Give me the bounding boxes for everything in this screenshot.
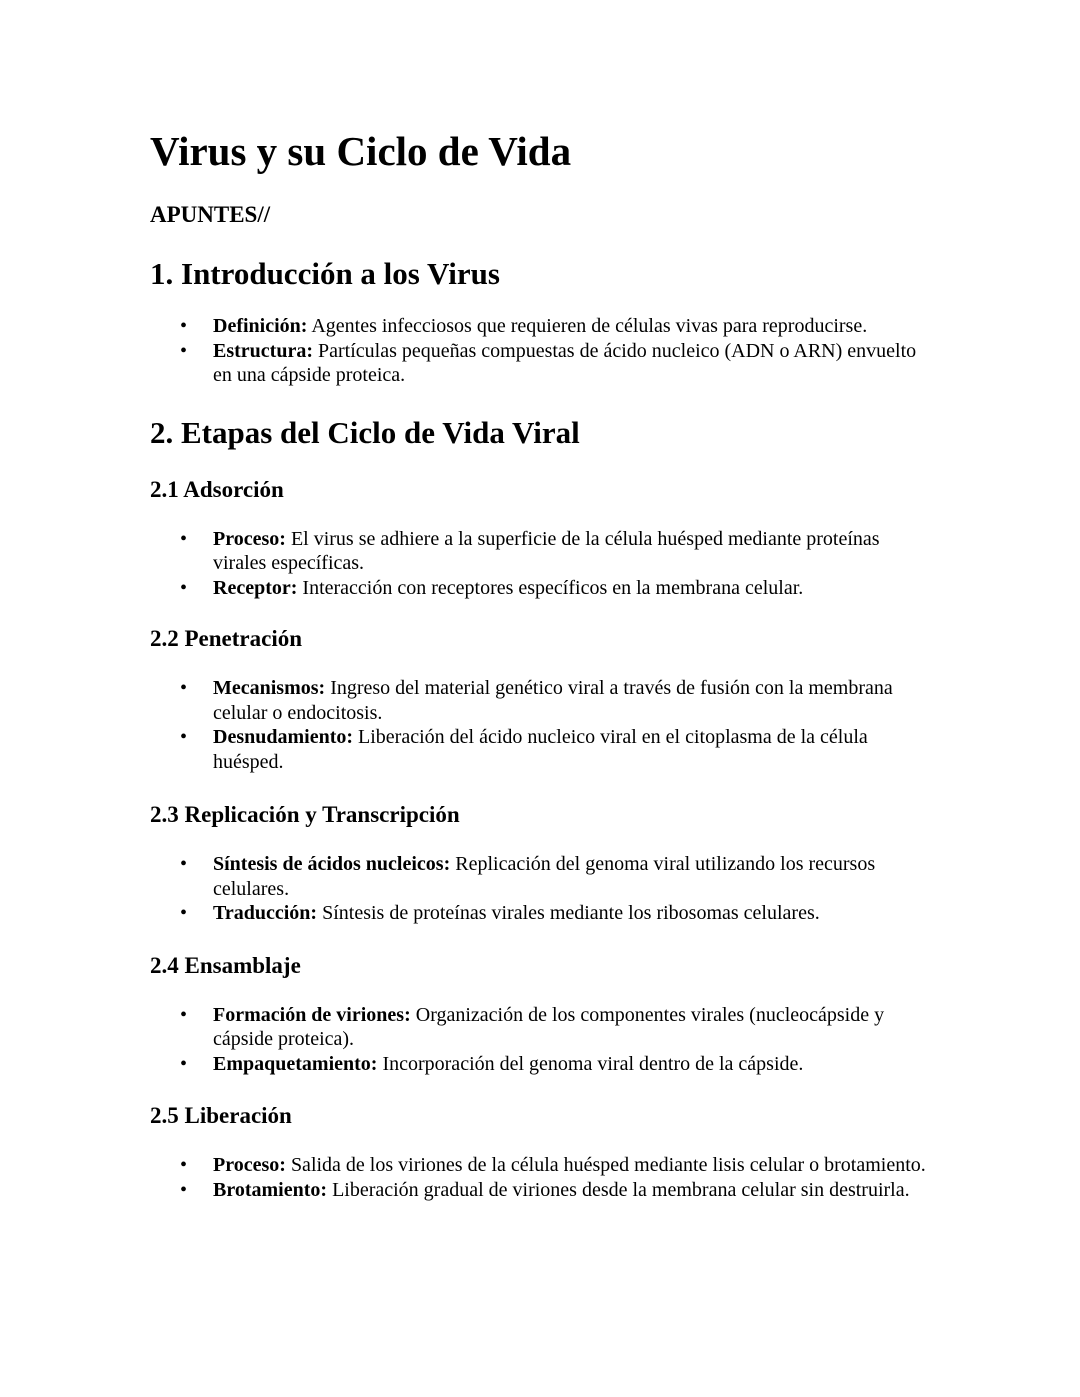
bullet-icon: • xyxy=(180,339,188,362)
item-term: Proceso: xyxy=(213,527,286,550)
item-term: Empaquetamiento: xyxy=(213,1052,378,1075)
bullet-icon: • xyxy=(180,1003,188,1026)
item-term: Receptor: xyxy=(213,576,298,599)
item-text: Interacción con receptores específicos en la membrana celular. xyxy=(297,576,804,599)
document-subtitle: APUNTES// xyxy=(150,202,271,227)
subsection-heading-adsorcion: 2.1 Adsorción xyxy=(150,476,284,502)
list-item xyxy=(150,527,933,576)
bullet-icon: • xyxy=(180,315,188,337)
list-item xyxy=(150,1052,933,1077)
bullet-icon: • xyxy=(180,1178,188,1201)
item-text: Incorporación del genoma viral dentro de la cápside. xyxy=(377,1052,804,1075)
list-item xyxy=(150,1003,933,1052)
item-text: Ingreso del material genético viral a través de fusión con la membrana celular o endocitosis. xyxy=(213,677,893,724)
item-text: Salida de los viriones de la célula huésped mediante lisis celular o brotamiento. xyxy=(285,1154,926,1176)
item-text: Liberación del ácido nucleico viral en el citoplasma de la célula huésped. xyxy=(213,726,868,773)
item-term: Estructura: xyxy=(213,339,313,362)
subsection-heading-liberacion: 2.5 Liberación xyxy=(150,1103,292,1128)
item-text: Síntesis de proteínas virales mediante los ribosomas celulares. xyxy=(317,902,820,924)
list-item xyxy=(150,901,933,926)
list-item xyxy=(150,314,933,339)
ensamblaje-list xyxy=(150,1003,950,1077)
item-term: Definición: xyxy=(213,315,308,337)
bullet-icon: • xyxy=(180,726,188,748)
item-term: Traducción: xyxy=(213,902,318,924)
bullet-icon: • xyxy=(180,902,188,924)
bullet-icon: • xyxy=(180,527,188,550)
list-item xyxy=(150,339,933,388)
bullet-icon: • xyxy=(180,1154,188,1176)
subsection-heading-penetracion: 2.2 Penetración xyxy=(150,626,303,651)
subsection-heading-replicacion: 2.3 Replicación y Transcripción xyxy=(150,802,460,827)
list-item xyxy=(150,1153,933,1178)
replicacion-list xyxy=(150,852,950,926)
document-page xyxy=(150,124,950,1202)
item-term: Mecanismos: xyxy=(213,677,326,699)
list-item xyxy=(150,725,933,774)
document-title: Virus y su Ciclo de Vida xyxy=(150,128,572,174)
list-item xyxy=(150,852,933,901)
section-heading-intro: 1. Introducción a los Virus xyxy=(150,256,500,291)
intro-list xyxy=(150,314,950,388)
item-text: Replicación del genoma viral utilizando los recursos celulares. xyxy=(213,853,876,900)
list-item xyxy=(150,676,933,725)
item-term: Proceso: xyxy=(213,1154,286,1176)
item-text: Agentes infecciosos que requieren de células vivas para reproducirse. xyxy=(307,315,868,337)
item-term: Formación de viriones: xyxy=(213,1003,411,1026)
item-text: El virus se adhiere a la superficie de la célula huésped mediante proteínas virales específicas. xyxy=(213,527,880,574)
bullet-icon: • xyxy=(180,1052,188,1075)
bullet-icon: • xyxy=(180,853,188,875)
section-heading-stages: 2. Etapas del Ciclo de Vida Viral xyxy=(150,414,580,450)
list-item xyxy=(150,1178,933,1203)
bullet-icon: • xyxy=(180,576,188,599)
item-term: Síntesis de ácidos nucleicos: xyxy=(213,853,451,875)
adsorcion-list xyxy=(150,527,950,601)
item-text: Liberación gradual de viriones desde la membrana celular sin destruirla. xyxy=(327,1178,910,1201)
item-text: Organización de los componentes virales (nucleocápside y cápside proteica). xyxy=(213,1003,885,1050)
penetracion-list xyxy=(150,676,950,774)
bullet-icon: • xyxy=(180,677,188,699)
subsection-heading-ensamblaje: 2.4 Ensamblaje xyxy=(150,952,301,978)
liberacion-list xyxy=(150,1153,950,1202)
list-item xyxy=(150,576,933,601)
item-term: Desnudamiento: xyxy=(213,726,354,748)
item-text: Partículas pequeñas compuestas de ácido nucleico (ADN o ARN) envuelto en una cápside proteica. xyxy=(213,339,917,386)
item-term: Brotamiento: xyxy=(213,1178,328,1201)
